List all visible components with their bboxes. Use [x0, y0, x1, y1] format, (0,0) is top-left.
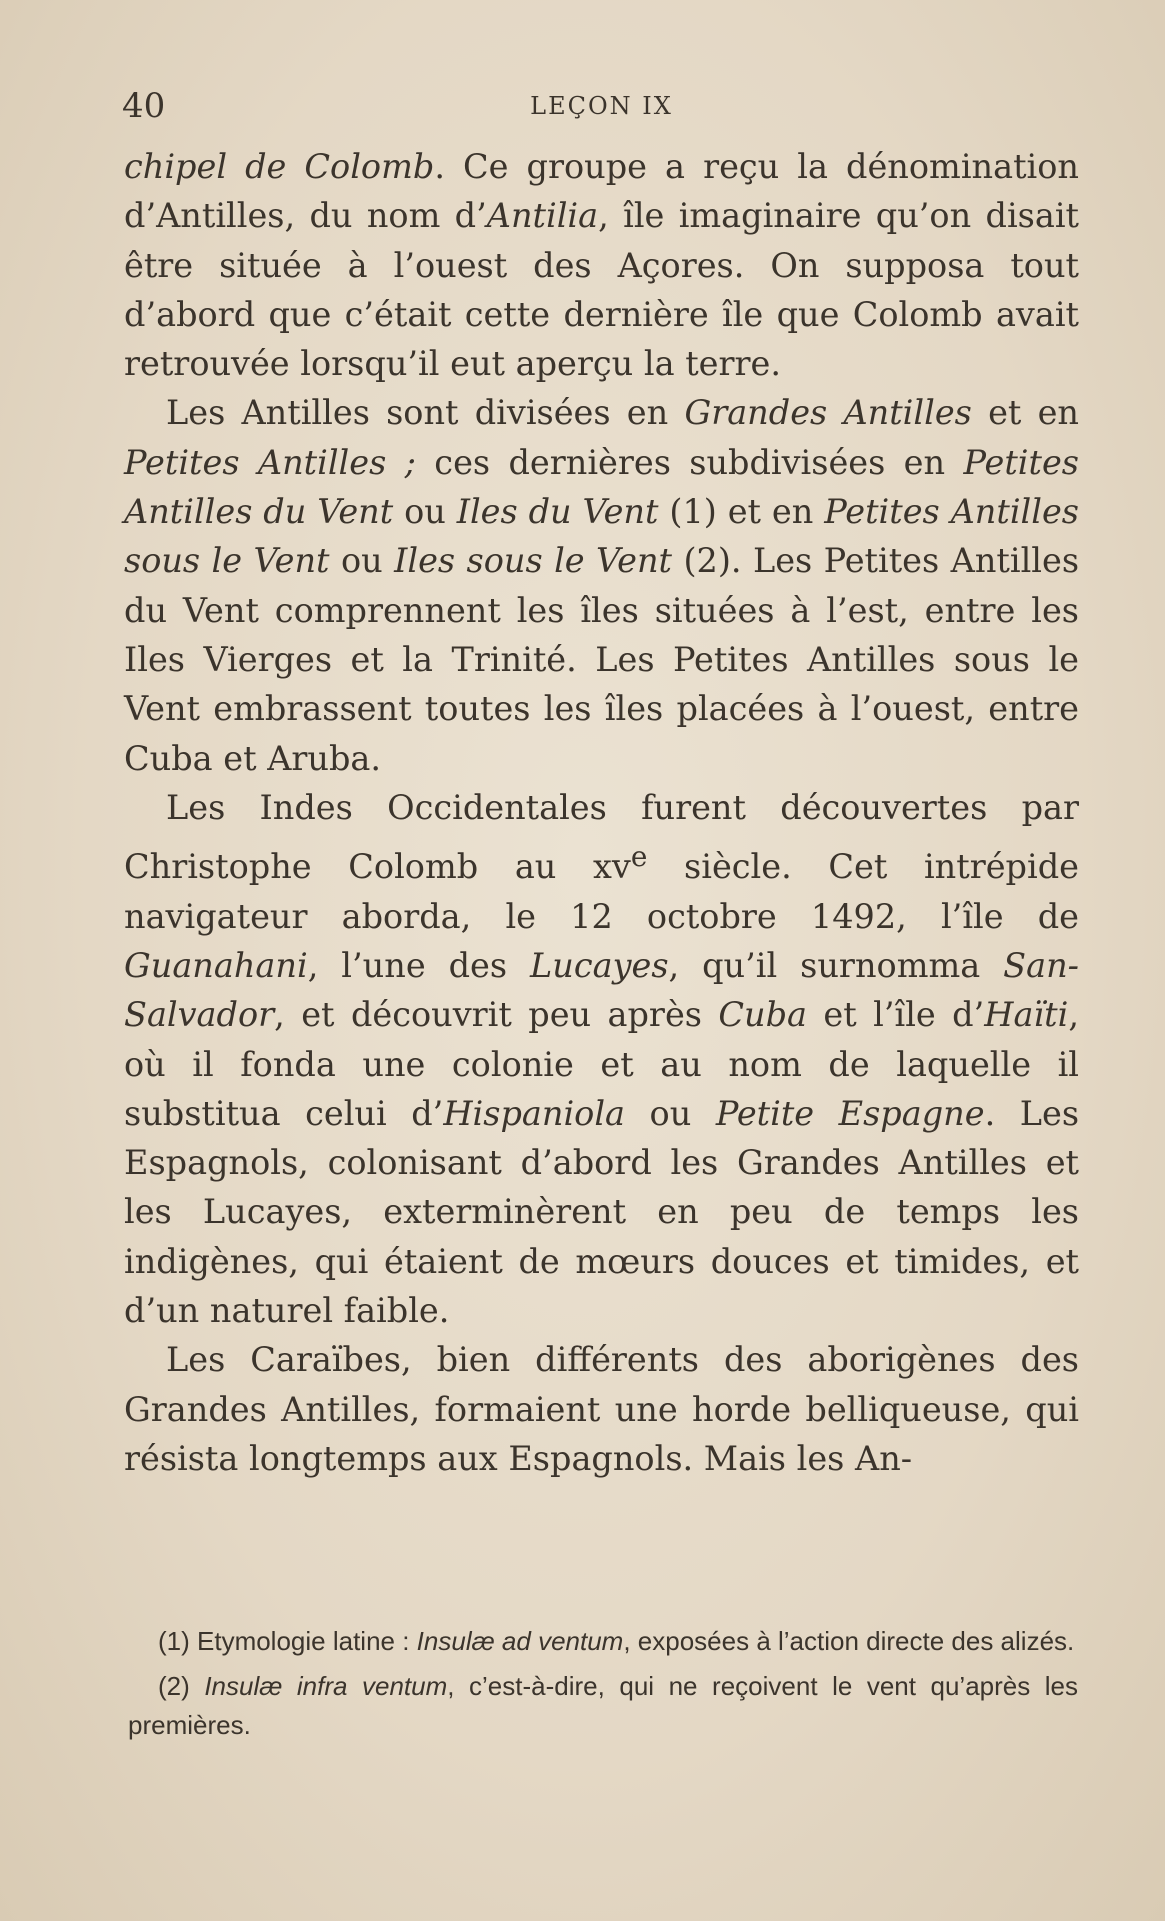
paragraph — [124, 783, 1079, 1335]
text-span: (1) et en — [658, 492, 825, 532]
text-span: , qu’il surnomma — [668, 945, 1004, 985]
italic-span: Haïti — [984, 995, 1069, 1035]
text-span: siècle. Cet intrépide navigateur aborda, le 12 octobre 1492, l’île de — [124, 847, 1079, 936]
text-span: (1) Etymologie latine : — [158, 1626, 417, 1656]
text-span: (2). Les Petites Antilles du Vent comprennent les îles situées à l’est, entre les Iles Vierges et la Trinité. Les Petites Antilles sous le Vent embrassent toutes les îles placées à l’ouest, entre Cuba et Aruba. — [124, 541, 1080, 778]
italic-span: Iles du Vent — [456, 492, 659, 532]
text-span: , l’une des — [307, 945, 531, 985]
text-span: et l’île d’ — [807, 995, 985, 1035]
italic-span: Petites Antilles ; — [124, 442, 416, 482]
italic-span: Iles sous le Vent — [394, 541, 673, 581]
text-span: ou — [625, 1093, 716, 1133]
text-span: . Ce groupe a reçu la dénomination d’Antilles, du nom d’ — [124, 147, 1079, 236]
italic-span: Insulæ infra ventum — [204, 1671, 448, 1701]
running-title: LEÇON IX — [530, 92, 673, 120]
text-span: et en — [971, 393, 1079, 433]
italic-span: Cuba — [718, 995, 807, 1035]
paragraph — [124, 142, 1079, 388]
text-span: ou — [329, 541, 395, 581]
italic-span: Lucayes — [530, 945, 669, 985]
text-span: , c’est-à-dire, qui ne reçoivent le vent qu’après les premières. — [128, 1671, 1079, 1740]
text-span: , île imaginaire qu’on disait être située à l’ouest des Açores. On supposa tout d’abord que c’était cette dernière île que Colomb avait retrouvée lorsqu’il eut aperçu la terre. — [124, 196, 1079, 384]
footnote — [128, 1622, 1078, 1661]
text-span: Les Indes Occidentales furent découvertes par Christophe Colomb au xv — [124, 787, 1079, 887]
italic-span: San-Salvador — [124, 945, 1079, 1035]
page-header — [122, 86, 1081, 128]
text-span: , où il fonda une colonie et au nom de laquelle il substitua celui d’ — [124, 995, 1079, 1133]
text-span: ou — [393, 492, 457, 532]
text-span: Les Caraïbes, bien différents des aborigènes des Grandes Antilles, formaient une horde belliqueuse, qui résista longtemps aux Espagnols. Mais les An- — [124, 1340, 1079, 1478]
footnote — [128, 1667, 1078, 1745]
text-span: , exposées à l’action directe des alizés. — [623, 1626, 1075, 1656]
italic-span: Petites Antilles du Vent — [124, 442, 1079, 532]
text-span: ces dernières subdivisées en — [415, 442, 964, 482]
superscript: e — [630, 840, 648, 874]
footnotes — [128, 1622, 1078, 1751]
italic-span: Hispaniola — [443, 1093, 626, 1133]
italic-span: Guanahani — [124, 945, 308, 985]
paragraph — [124, 388, 1079, 782]
text-span: Les Antilles sont divisées en — [166, 393, 685, 433]
paragraph — [124, 1335, 1079, 1483]
text-span: . Les Espagnols, colonisant d’abord les Grandes Antilles et les Lucayes, exterminèrent en peu de temps les indigènes, qui étaient de mœurs douces et timides, et d’un naturel faible. — [124, 1093, 1080, 1330]
italic-span: chipel de Colomb — [124, 147, 435, 186]
body-text — [124, 142, 1079, 1483]
italic-span: Antilia — [486, 196, 599, 236]
page-number: 40 — [122, 86, 166, 126]
italic-span: Grandes Antilles — [684, 393, 972, 433]
text-span: , et découvrit peu après — [274, 995, 719, 1035]
italic-span: Petites Antilles sous le Vent — [124, 492, 1080, 581]
italic-span: Petite Espagne — [715, 1093, 985, 1133]
italic-span: Insulæ ad ventum — [416, 1626, 624, 1656]
text-span: (2) — [158, 1671, 205, 1701]
